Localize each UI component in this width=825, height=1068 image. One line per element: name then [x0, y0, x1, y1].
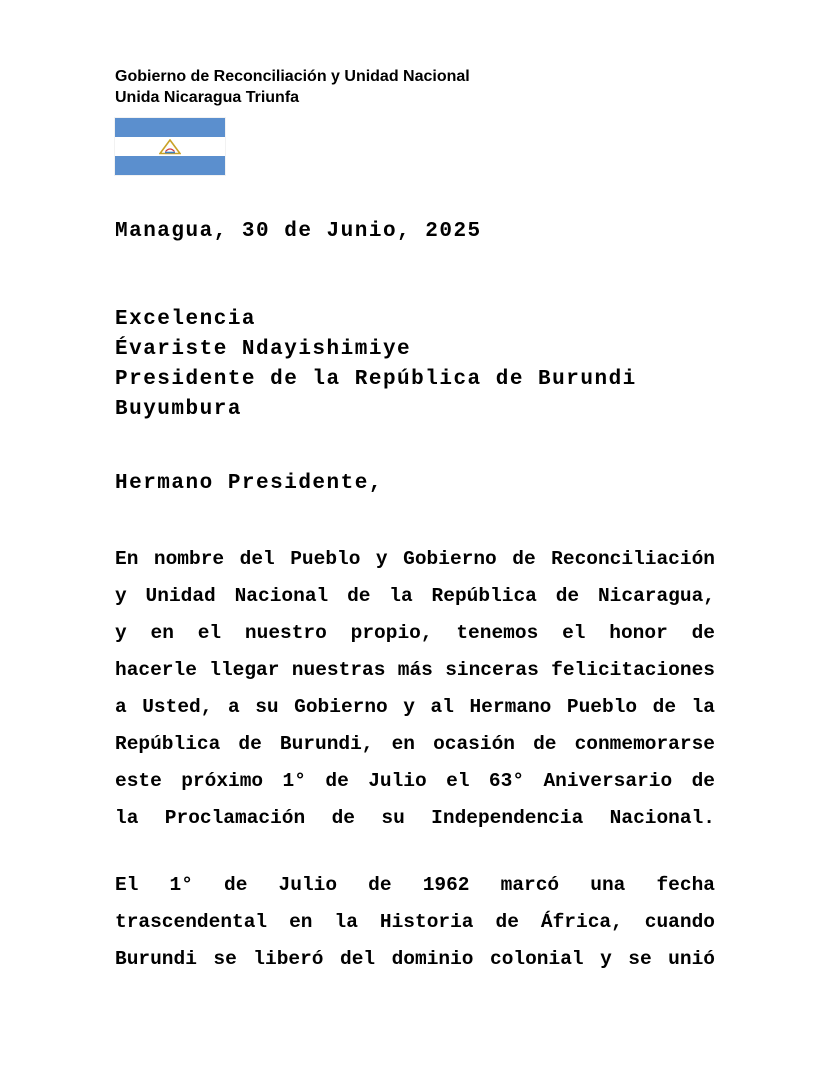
header-line-2: Unida Nicaragua Triunfa: [115, 89, 300, 106]
flag-emblem-icon: [159, 139, 181, 155]
paragraph-line: En nombre del Pueblo y Gobierno de Reconciliación: [115, 548, 715, 570]
header-line-1: Gobierno de Reconciliación y Unidad Nacional: [115, 68, 470, 85]
addressee-city: Buyumbura: [115, 398, 242, 421]
letter-header: [115, 66, 715, 108]
flag-stripe-middle: [115, 137, 225, 156]
addressee-title: Presidente de la República de Burundi: [115, 368, 637, 391]
paragraph-line: trascendental en la Historia de África, cuando: [115, 911, 715, 933]
dateline: Managua, 30 de Junio, 2025: [115, 220, 482, 243]
salutation: Hermano Presidente,: [115, 472, 383, 495]
paragraph-line: y en el nuestro propio, tenemos el honor de: [115, 622, 715, 644]
body-paragraph-1: [115, 541, 715, 837]
paragraph-line: a Usted, a su Gobierno y al Hermano Pueblo de la: [115, 696, 715, 718]
addressee-name: Évariste Ndayishimiye: [115, 338, 412, 361]
paragraph-line: la Proclamación de su Independencia Nacional.: [115, 807, 715, 829]
paragraph-line: El 1° de Julio de 1962 marcó una fecha: [115, 874, 715, 896]
addressee-block: [115, 305, 715, 425]
paragraph-line: Burundi se liberó del dominio colonial y se unió: [115, 948, 715, 970]
nicaragua-flag: [115, 118, 225, 175]
flag-stripe-top: [115, 118, 225, 137]
paragraph-line: República de Burundi, en ocasión de conmemorarse: [115, 733, 715, 755]
letter-content: [115, 66, 715, 978]
paragraph-line: este próximo 1° de Julio el 63° Aniversario de: [115, 770, 715, 792]
paragraph-line: hacerle llegar nuestras más sinceras felicitaciones: [115, 659, 715, 681]
addressee-honorific: Excelencia: [115, 308, 257, 331]
flag-stripe-bottom: [115, 156, 225, 175]
paragraph-line: y Unidad Nacional de la República de Nicaragua,: [115, 585, 715, 607]
body-paragraph-2: [115, 867, 715, 978]
